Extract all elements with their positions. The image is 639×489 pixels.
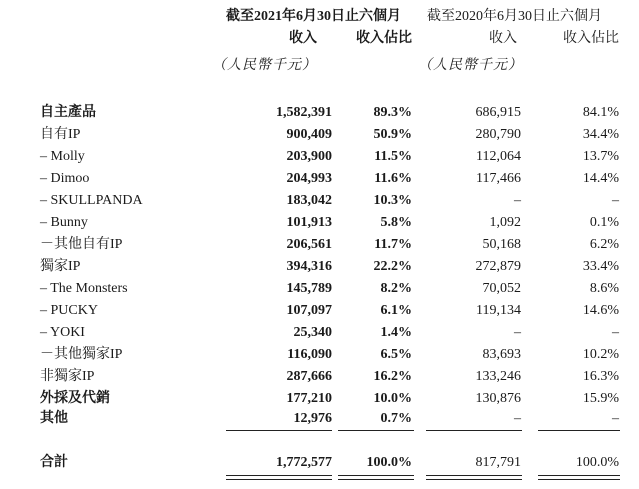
row-label: 非獨家IP	[40, 369, 95, 384]
table-row	[0, 168, 639, 189]
table-row	[0, 190, 639, 211]
row-label: 獨家IP	[40, 259, 81, 274]
share-2020: 34.4%	[582, 127, 619, 142]
table-row	[0, 256, 639, 277]
table-row	[0, 124, 639, 145]
revenue-2020: 50,168	[482, 237, 521, 252]
row-label: －其他獨家IP	[40, 347, 123, 362]
share-2021: 6.1%	[380, 303, 412, 318]
rule-rev-2021	[226, 430, 332, 431]
revenue-2021: 12,976	[293, 411, 332, 426]
share-2020: 14.4%	[582, 171, 619, 186]
rule-share-2021	[338, 430, 414, 431]
row-label: – SKULLPANDA	[40, 193, 143, 208]
revenue-2021: 116,090	[287, 347, 332, 362]
share-2020: –	[612, 193, 619, 208]
revenue-2021: 206,561	[286, 237, 332, 252]
revenue-2021: 25,340	[293, 325, 332, 340]
revenue-2020: 117,466	[476, 171, 521, 186]
revenue-2020: 70,052	[482, 281, 521, 296]
share-2021: 5.8%	[380, 215, 412, 230]
row-label: – Dimoo	[40, 171, 90, 186]
share-2020: –	[612, 411, 619, 426]
table-row	[0, 146, 639, 167]
share-2020: 15.9%	[582, 391, 619, 406]
header-revenue-2021: 收入	[289, 31, 317, 46]
table-row	[0, 234, 639, 255]
revenue-2021: 1,582,391	[276, 105, 332, 120]
share-2021: 11.6%	[374, 171, 412, 186]
share-2020: 16.3%	[582, 369, 619, 384]
share-2020: 8.6%	[589, 281, 619, 296]
total-share-2020: 100.0%	[575, 455, 619, 470]
header-share-2021: 收入佔比	[356, 31, 412, 46]
share-2021: 50.9%	[373, 127, 412, 142]
share-2020: –	[612, 325, 619, 340]
double-rule-rev-2020	[426, 475, 522, 480]
revenue-2020: –	[514, 325, 521, 340]
share-2021: 10.0%	[373, 391, 412, 406]
rule-share-2020	[538, 430, 620, 431]
share-2021: 8.2%	[380, 281, 412, 296]
rule-rev-2020	[426, 430, 522, 431]
table-row	[0, 102, 639, 123]
revenue-2020: –	[514, 411, 521, 426]
revenue-2020: –	[514, 193, 521, 208]
share-2021: 6.5%	[380, 347, 412, 362]
share-2021: 22.2%	[373, 259, 412, 274]
double-rule-rev-2021	[226, 475, 332, 480]
row-label: – Molly	[40, 149, 85, 164]
share-2020: 13.7%	[582, 149, 619, 164]
revenue-2021: 394,316	[286, 259, 332, 274]
share-2021: 10.3%	[373, 193, 412, 208]
revenue-2021: 203,900	[286, 149, 332, 164]
revenue-2021: 107,097	[286, 303, 332, 318]
row-label: 自主產品	[40, 105, 96, 120]
revenue-2021: 101,913	[286, 215, 332, 230]
revenue-2020: 1,092	[489, 215, 521, 230]
row-label: 自有IP	[40, 127, 81, 142]
total-share-2021: 100.0%	[366, 455, 412, 470]
share-2020: 6.2%	[589, 237, 619, 252]
row-label: －其他自有IP	[40, 237, 123, 252]
revenue-2020: 133,246	[475, 369, 521, 384]
table-row	[0, 366, 639, 387]
revenue-2021: 204,993	[286, 171, 332, 186]
row-label: – Bunny	[40, 215, 88, 230]
revenue-2021: 900,409	[286, 127, 332, 142]
share-2020: 10.2%	[582, 347, 619, 362]
table-row	[0, 278, 639, 299]
header-period-2020: 截至2020年6月30日止六個月	[427, 9, 602, 24]
share-2021: 11.5%	[374, 149, 412, 164]
share-2021: 1.4%	[380, 325, 412, 340]
revenue-2021: 287,666	[286, 369, 332, 384]
row-label: – The Monsters	[40, 281, 128, 296]
row-label: 外採及代銷	[40, 391, 110, 406]
header-unit-2021: （人民幣千元）	[212, 58, 317, 73]
revenue-2020: 112,064	[476, 149, 521, 164]
header-unit-2020: （人民幣千元）	[418, 58, 523, 73]
double-rule-share-2020	[538, 475, 620, 480]
share-2020: 33.4%	[582, 259, 619, 274]
table-row	[0, 408, 639, 429]
total-label: 合計	[40, 455, 68, 470]
revenue-2020: 130,876	[475, 391, 521, 406]
header-period-2021: 截至2021年6月30日止六個月	[226, 9, 401, 24]
total-revenue-2021: 1,772,577	[276, 455, 332, 470]
share-2021: 11.7%	[374, 237, 412, 252]
revenue-2020: 686,915	[475, 105, 521, 120]
row-label: – YOKI	[40, 325, 85, 340]
total-revenue-2020: 817,791	[475, 455, 521, 470]
double-rule-share-2021	[338, 475, 414, 480]
table-row	[0, 388, 639, 409]
share-2021: 89.3%	[373, 105, 412, 120]
revenue-2021: 183,042	[286, 193, 332, 208]
share-2020: 14.6%	[582, 303, 619, 318]
revenue-2020: 119,134	[476, 303, 521, 318]
total-row	[0, 452, 639, 473]
share-2021: 0.7%	[380, 411, 412, 426]
revenue-2020: 83,693	[482, 347, 521, 362]
revenue-2021: 177,210	[286, 391, 332, 406]
table-row	[0, 212, 639, 233]
revenue-2021: 145,789	[286, 281, 332, 296]
table-row	[0, 344, 639, 365]
share-2020: 0.1%	[589, 215, 619, 230]
row-label: 其他	[40, 411, 68, 426]
revenue-2020: 280,790	[475, 127, 521, 142]
share-2020: 84.1%	[582, 105, 619, 120]
share-2021: 16.2%	[373, 369, 412, 384]
header-revenue-2020: 收入	[489, 31, 517, 46]
row-label: – PUCKY	[40, 303, 98, 318]
revenue-2020: 272,879	[475, 259, 521, 274]
table-row	[0, 322, 639, 343]
header-share-2020: 收入佔比	[563, 31, 619, 46]
table-row	[0, 300, 639, 321]
